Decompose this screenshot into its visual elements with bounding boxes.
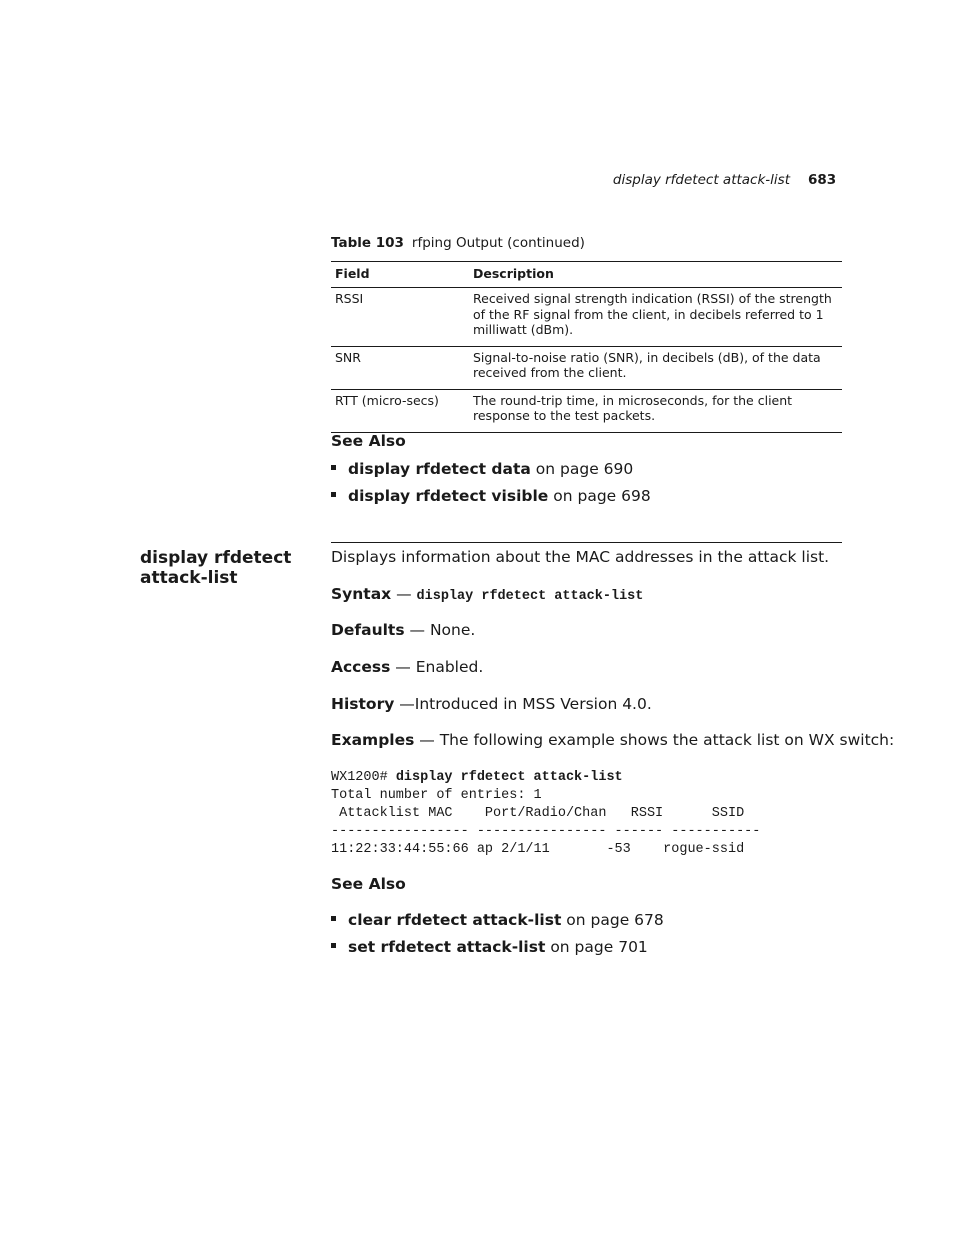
cross-reference-link[interactable]: set rfdetect attack-list — [348, 938, 546, 956]
access-label: Access — [331, 658, 391, 676]
code-example — [331, 769, 760, 859]
table-header-row — [331, 262, 842, 288]
history-label: History — [331, 695, 395, 713]
list-item — [331, 487, 651, 505]
examples-text: — The following example shows the attack list on WX switch: — [419, 731, 895, 749]
table-cell-field: RTT (micro-secs) — [331, 389, 469, 432]
code-line: 11:22:33:44:55:66 ap 2/1/11 -53 rogue-ssid — [331, 842, 745, 857]
syntax-command: display rfdetect attack-list — [416, 589, 644, 604]
table-cell-field: SNR — [331, 346, 469, 389]
page-reference: on page 690 — [535, 460, 634, 478]
cross-reference-link[interactable]: display rfdetect data — [348, 460, 531, 478]
examples-line — [331, 731, 894, 749]
section-description: Displays information about the MAC addresses in the attack list. — [331, 548, 830, 566]
defaults-text: — None. — [409, 621, 476, 639]
code-line: Attacklist MAC Port/Radio/Chan RSSI SSID — [331, 806, 745, 821]
see-also-heading: See Also — [331, 432, 406, 450]
table-row — [331, 288, 842, 347]
history-line — [331, 695, 652, 713]
cross-reference-link[interactable]: display rfdetect visible — [348, 487, 549, 505]
list-item — [331, 938, 648, 956]
list-item — [331, 460, 633, 478]
access-line — [331, 658, 483, 676]
page-reference: on page 698 — [553, 487, 651, 505]
page-number: 683 — [808, 172, 837, 188]
defaults-label: Defaults — [331, 621, 405, 639]
table-cell-description: Signal-to-noise ratio (SNR), in decibels (dB), of the data received from the client. — [469, 346, 842, 389]
table-row — [331, 346, 842, 389]
defaults-line — [331, 621, 475, 639]
see-also-heading: See Also — [331, 875, 406, 893]
column-header-field: Field — [331, 262, 469, 288]
table-cell-description: The round-trip time, in microseconds, for the client response to the test packets. — [469, 389, 842, 432]
cross-reference-link[interactable]: clear rfdetect attack-list — [348, 911, 562, 929]
section-divider — [331, 542, 842, 543]
running-header-title: display rfdetect attack-list — [612, 172, 790, 188]
bullet-icon — [331, 492, 336, 497]
table-cell-field: RSSI — [331, 288, 469, 347]
bullet-icon — [331, 943, 336, 948]
examples-label: Examples — [331, 731, 415, 749]
bullet-icon — [331, 465, 336, 470]
column-header-description: Description — [469, 262, 842, 288]
code-line: ----------------- ---------------- ------ ----------- — [331, 824, 761, 839]
code-prompt: WX1200# — [331, 770, 396, 785]
section-title: display rfdetect attack-list — [140, 548, 292, 588]
access-text: — Enabled. — [395, 658, 484, 676]
table-cell-description: Received signal strength indication (RSSI) of the strength of the RF signal from the client, in decibels referred to 1 milliwatt (dBm). — [469, 288, 842, 347]
bullet-icon — [331, 916, 336, 921]
syntax-line — [331, 585, 643, 604]
table-caption-text: rfping Output (continued) — [411, 235, 585, 251]
code-line: Total number of entries: 1 — [331, 788, 542, 803]
syntax-label: Syntax — [331, 585, 392, 603]
page-reference: on page 701 — [550, 938, 648, 956]
code-command: display rfdetect attack-list — [395, 770, 623, 785]
table-row — [331, 389, 842, 432]
table-caption-label: Table 103 — [331, 235, 404, 251]
rfping-output-table — [331, 261, 842, 433]
table-caption — [331, 235, 585, 251]
syntax-separator: — — [396, 585, 412, 603]
page-reference: on page 678 — [566, 911, 664, 929]
history-text: —Introduced in MSS Version 4.0. — [399, 695, 652, 713]
list-item — [331, 911, 664, 929]
